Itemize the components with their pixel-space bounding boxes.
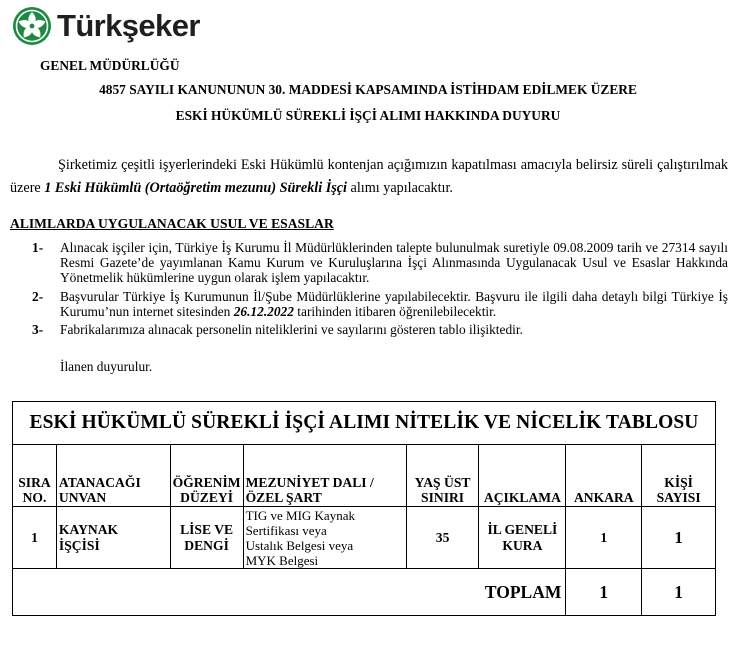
qualification-table — [12, 401, 716, 616]
cell-yas: 35 — [406, 507, 479, 569]
header-yas: YAŞ ÜST SINIRI — [406, 445, 479, 507]
table-header-row — [13, 445, 716, 507]
cell-ankara: 1 — [566, 507, 642, 569]
item-number: 1- — [32, 240, 44, 255]
list-item — [10, 289, 728, 319]
procedures-list — [10, 240, 728, 337]
cell-kisi: 1 — [642, 507, 716, 569]
intro-paragraph: Şirketimiz çeşitli işyerlerindeki Eski Hükümlü kontenjan açığımızın kapatılması amacıyla belirsiz süreli çalıştırılmak üzere 1 Eski Hükümlü (Ortaöğretim mezunu) Sürekli İşçi alımı yapılacaktır. — [10, 157, 728, 196]
item-text: Başvurular Türkiye İş Kurumunun İl/Şube Müdürlüklerine yapılabilecektir. Başvuru ile ilgili daha detaylı bilgi Türkiye İş Kurumu’nun internet sitesinden 26.12.2022 tarihinden itibaren öğrenilebilecektir. — [60, 288, 728, 319]
item-text: Alınacak işçiler için, Türkiye İş Kurumu İl Müdürlüklerinden talepte bulunulmak suretiyle 09.08.2009 tarih ve 27314 sayılı Resmi Gazete’de yayımlanan Kamu Kurum ve Kuruluşlarına İşçi Alınmasında Uygulanacak Usul ve Esaslar Hakkında Yönetmelik hükümlerine uygun olarak işlem yapılacaktır. — [60, 240, 728, 286]
header-sira: SIRA NO. — [13, 445, 57, 507]
item-number: 3- — [32, 322, 44, 338]
directorate-heading: GENEL MÜDÜRLÜĞÜ — [40, 58, 180, 73]
cell-mezuniyet: TIG ve MIG Kaynak Sertifikası veya Ustalık Belgesi veya MYK Belgesi — [243, 507, 406, 569]
application-date: 26.12.2022 — [233, 303, 294, 319]
closing-text: İlanen duyurulur. — [60, 359, 153, 374]
cell-sira: 1 — [13, 507, 57, 569]
header-mezuniyet: MEZUNİYET DALI / ÖZEL ŞART — [243, 445, 406, 507]
cell-unvan: KAYNAK İŞÇİSİ — [56, 507, 170, 569]
procedures-heading: ALIMLARDA UYGULANACAK USUL VE ESASLAR — [10, 216, 334, 231]
announcement-title: ESKİ HÜKÜMLÜ SÜREKLİ İŞÇİ ALIMI HAKKINDA DUYURU — [175, 108, 561, 123]
item-text: Fabrikalarımıza alınacak personelin niteliklerini ve sayılarını gösteren tablo ilişiktedir. — [60, 322, 523, 338]
brand-name: Türkşeker — [57, 8, 200, 43]
cell-ogrenim: LİSE VE DENGİ — [170, 507, 243, 569]
intro-emphasis: 1 Eski Hükümlü (Ortaöğretim mezunu) Sürekli İşçi — [44, 180, 347, 196]
header-kisi: KİŞİ SAYISI — [642, 445, 716, 507]
company-logo — [12, 3, 200, 49]
table-total-row — [13, 569, 716, 616]
header-ankara: ANKARA — [566, 445, 642, 507]
total-ankara: 1 — [566, 569, 642, 616]
sugar-beet-leaf-logo-icon — [12, 6, 52, 46]
table-row — [13, 507, 716, 569]
table-title: ESKİ HÜKÜMLÜ SÜREKLİ İŞÇİ ALIMI NİTELİK VE NİCELİK TABLOSU — [13, 402, 716, 445]
item-number: 2- — [32, 288, 44, 304]
header-aciklama: AÇIKLAMA — [479, 445, 566, 507]
list-item — [10, 322, 728, 337]
total-kisi: 1 — [642, 569, 716, 616]
list-item — [10, 240, 728, 286]
header-ogrenim: ÖĞRENİM DÜZEYİ — [170, 445, 243, 507]
cell-aciklama: İL GENELİ KURA — [479, 507, 566, 569]
header-unvan: ATANACAĞI UNVAN — [56, 445, 170, 507]
law-reference-heading: 4857 SAYILI KANUNUNUN 30. MADDESİ KAPSAMINDA İSTİHDAM EDİLMEK ÜZERE — [99, 82, 637, 97]
total-label: TOPLAM — [13, 569, 566, 616]
